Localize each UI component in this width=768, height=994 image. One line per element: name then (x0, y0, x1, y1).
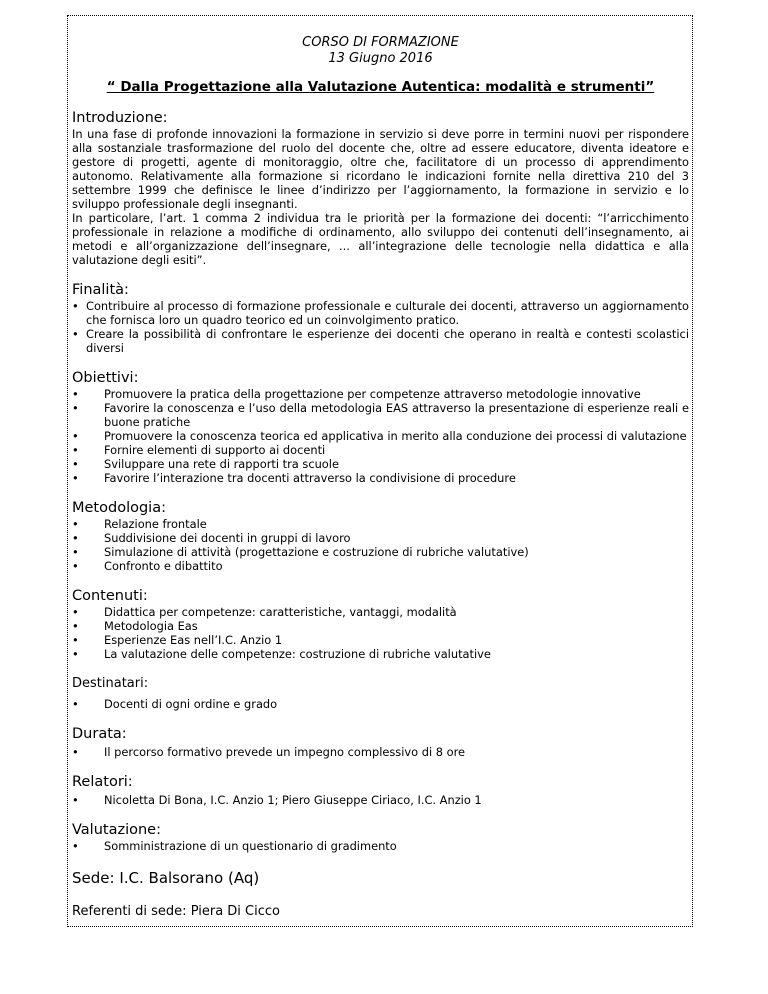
bullet-icon: • (72, 457, 79, 471)
section-heading-durata: Durata: (72, 726, 127, 742)
bullet-icon: • (72, 531, 79, 545)
referenti-line: Referenti di sede: Piera Di Cicco (72, 904, 280, 919)
finalita-list (72, 299, 689, 355)
course-label: CORSO DI FORMAZIONE (302, 35, 459, 50)
section-finalita (72, 281, 689, 355)
section-contenuti (72, 587, 689, 661)
list-item: • Fornire elementi di supporto ai docenti (72, 443, 326, 457)
bullet-icon: • (72, 559, 79, 573)
list-item: • Favorire l’interazione tra docenti attraverso la condivisione di procedure (72, 471, 516, 485)
list-item: • Favorire la conoscenza e l’uso della metodologia EAS attraverso la presentazione di esperienze reali e buone pratiche (72, 401, 689, 429)
valutazione-list (72, 839, 689, 853)
list-item: • Simulazione di attività (progettazione e costruzione di rubriche valutative) (72, 545, 529, 559)
bullet-icon: • (72, 429, 79, 443)
metodologia-list (72, 517, 689, 573)
list-item: • Promuovere la pratica della progettazione per competenze attraverso metodologie innovative (72, 387, 641, 401)
bullet-icon: • (72, 745, 79, 759)
section-heading-valutazione: Valutazione: (72, 822, 161, 838)
section-heading-relatori: Relatori: (72, 774, 133, 790)
section-relatori (72, 773, 689, 807)
section-destinatari (72, 675, 689, 711)
section-metodologia (72, 499, 689, 573)
list-item: • Il percorso formativo prevede un impegno complessivo di 8 ore (72, 745, 466, 759)
course-title: “ Dalla Progettazione alla Valutazione Autentica: modalità e strumenti” (106, 79, 655, 95)
contenuti-list (72, 605, 689, 661)
section-valutazione (72, 821, 689, 853)
intro-paragraph-1: In una fase di profonde innovazioni la formazione in servizio si deve porre in termini nuovi per rispondere alla sostanziale trasformazione del ruolo del docente che, oltre ad essere educatore, diventa ideatore e gestore di progetti, agente di monitoraggio, oltre che, facilitatore di un processo di apprendimento autonomo. Relativamente alla formazione si ricordano le indicazioni fornite nella direttiva 210 del 3 settembre 1999 che definisce le linee d’indirizzo per l’aggiornamento, la formazione in servizio e lo sviluppo professionale degli insegnanti. (72, 127, 689, 211)
bullet-icon: • (72, 327, 79, 341)
bullet-icon: • (72, 647, 79, 661)
list-item: • Confronto e dibattito (72, 559, 223, 573)
course-date: 13 Giugno 2016 (328, 51, 433, 66)
section-durata (72, 725, 689, 759)
list-item: • Promuovere la conoscenza teorica ed applicativa in merito alla conduzione dei processi di valutazione (72, 429, 687, 443)
bullet-icon: • (72, 633, 79, 647)
list-item: • Contribuire al processo di formazione professionale e culturale dei docenti, attraverso un aggiornamento che fornisca loro un quadro teorico ed un coinvolgimento pratico. (72, 299, 689, 327)
bullet-icon: • (72, 299, 79, 313)
list-item: • Relazione frontale (72, 517, 207, 531)
sede-line: Sede: I.C. Balsorano (Aq) (72, 869, 260, 887)
bullet-icon: • (72, 697, 79, 711)
intro-paragraph-2: In particolare, l’art. 1 comma 2 individua tra le priorità per la formazione dei docenti: “l’arricchimento professionale in relazione a modifiche di ordinamento, allo sviluppo dei contenuti dell’insegnamento, ai metodi e all’organizzazione dell’insegnare, ... all’integrazione delle tecnologie nella didattica e alla valutazione degli esiti”. (72, 211, 689, 267)
bullet-icon: • (72, 401, 79, 415)
section-heading-obiettivi: Obiettivi: (72, 370, 139, 386)
section-heading-introduzione: Introduzione: (72, 110, 168, 126)
obiettivi-list (72, 387, 689, 485)
list-item: • La valutazione delle competenze: costruzione di rubriche valutative (72, 647, 491, 661)
list-item: • Docenti di ogni ordine e grado (72, 697, 278, 711)
relatori-list (72, 793, 689, 807)
destinatari-list (72, 697, 689, 711)
bullet-icon: • (72, 793, 79, 807)
document-frame (67, 15, 693, 927)
bullet-icon: • (72, 471, 79, 485)
section-heading-destinatari: Destinatari: (72, 676, 149, 691)
bullet-icon: • (72, 517, 79, 531)
bullet-icon: • (72, 545, 79, 559)
bullet-icon: • (72, 619, 79, 633)
bullet-icon: • (72, 387, 79, 401)
section-obiettivi (72, 369, 689, 485)
section-heading-contenuti: Contenuti: (72, 588, 148, 604)
bullet-icon: • (72, 605, 79, 619)
list-item: • Metodologia Eas (72, 619, 198, 633)
section-heading-metodologia: Metodologia: (72, 500, 166, 516)
list-item: • Creare la possibilità di confrontare le esperienze dei docenti che operano in realtà e contesti scolastici diversi (72, 327, 689, 355)
bullet-icon: • (72, 443, 79, 457)
list-item: • Didattica per competenze: caratteristiche, vantaggi, modalità (72, 605, 457, 619)
list-item: • Nicoletta Di Bona, I.C. Anzio 1; Piero Giuseppe Ciriaco, I.C. Anzio 1 (72, 793, 482, 807)
bullet-icon: • (72, 839, 79, 853)
list-item: • Somministrazione di un questionario di gradimento (72, 839, 397, 853)
list-item: • Sviluppare una rete di rapporti tra scuole (72, 457, 339, 471)
list-item: • Esperienze Eas nell’I.C. Anzio 1 (72, 633, 283, 647)
list-item: • Suddivisione dei docenti in gruppi di lavoro (72, 531, 351, 545)
durata-list (72, 745, 689, 759)
section-heading-finalita: Finalità: (72, 282, 129, 298)
